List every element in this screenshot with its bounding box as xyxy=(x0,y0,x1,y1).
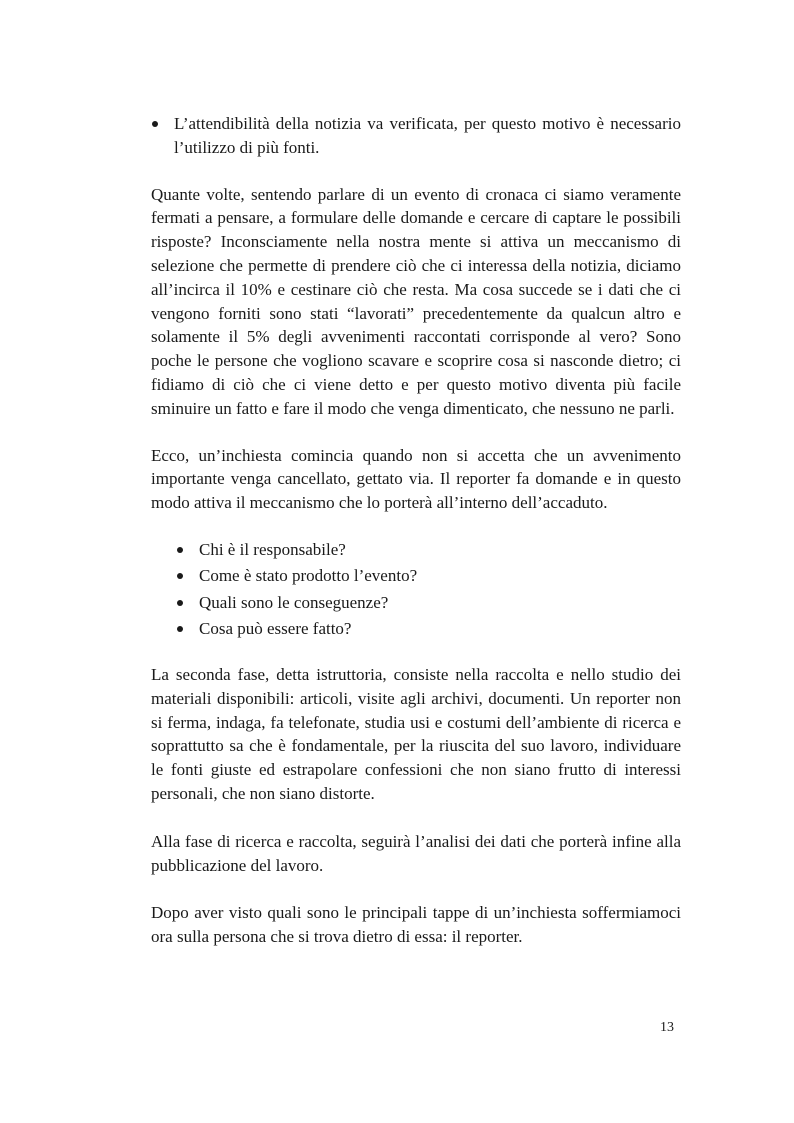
bullet-icon xyxy=(177,573,183,579)
bullet-icon xyxy=(177,600,183,606)
list-item xyxy=(151,112,681,160)
list-item xyxy=(151,537,681,564)
page-number: 13 xyxy=(660,1020,674,1035)
paragraph-reporter: Dopo aver visto quali sono le principali tappe di un’inchiesta soffermiamoci ora sulla persona che si trova dietro di essa: il reporter. xyxy=(151,903,681,947)
paragraph-second-phase: La seconda fase, detta istruttoria, consiste nella raccolta e nello studio dei materiali disponibili: articoli, visite agli archivi, documenti. Un reporter non si ferma, indaga, fa telefonate, studia usi e costumi dell’ambiente di ricerca e soprattutto sa che è fondamentale, per la riuscita del suo lavoro, individuare le fonti giuste ed estrapolare confessioni che non siano frutto di interessi personali, che non siano distorte. xyxy=(151,664,681,803)
bullet-text: L’attendibilità della notizia va verificata, per questo motivo è necessario l’utilizzo di più fonti. xyxy=(174,114,681,157)
question-text: Chi è il responsabile? xyxy=(199,539,346,559)
question-text: Cosa può essere fatto? xyxy=(199,619,352,639)
questions-list xyxy=(151,537,681,643)
intro-bullet-list xyxy=(151,112,681,160)
page-body xyxy=(151,112,681,949)
list-item xyxy=(151,590,681,617)
bullet-icon xyxy=(152,121,158,127)
question-text: Quali sono le conseguenze? xyxy=(199,592,389,612)
list-item xyxy=(151,563,681,590)
list-item xyxy=(151,616,681,643)
bullet-icon xyxy=(177,547,183,553)
question-text: Come è stato prodotto l’evento? xyxy=(199,566,418,586)
paragraph-inquiry-start: Ecco, un’inchiesta comincia quando non si accetta che un avvenimento importante venga cancellato, gettato via. Il reporter fa domande e in questo modo attiva il meccanismo che lo porterà all’interno dell’accaduto. xyxy=(151,445,681,513)
paragraph-news-selection: Quante volte, sentendo parlare di un evento di cronaca ci siamo veramente fermati a pensare, a formulare delle domande e cercare di captare le possibili risposte? Inconsciamente nella nostra mente si attiva un meccanismo di selezione che permette di prendere ciò che ci interessa della notizia, diciamo all’incirca il 10% e cestinare ciò che resta. Ma cosa succede se i dati che ci vengono forniti sono stati “lavorati” precedentemente da qualcun altro e solamente il 5% degli avvenimenti raccontati corrisponde al vero? Sono poche le persone che vogliono scavare e scoprire cosa si nasconde dietro; ci fidiamo di ciò che ci viene detto e per questo motivo diventa più facile sminuire un fatto e fare il modo che venga dimenticato, che nessuno ne parli. xyxy=(151,184,681,418)
paragraph-analysis: Alla fase di ricerca e raccolta, seguirà l’analisi dei dati che porterà infine alla pubblicazione del lavoro. xyxy=(151,831,681,875)
bullet-icon xyxy=(177,626,183,632)
